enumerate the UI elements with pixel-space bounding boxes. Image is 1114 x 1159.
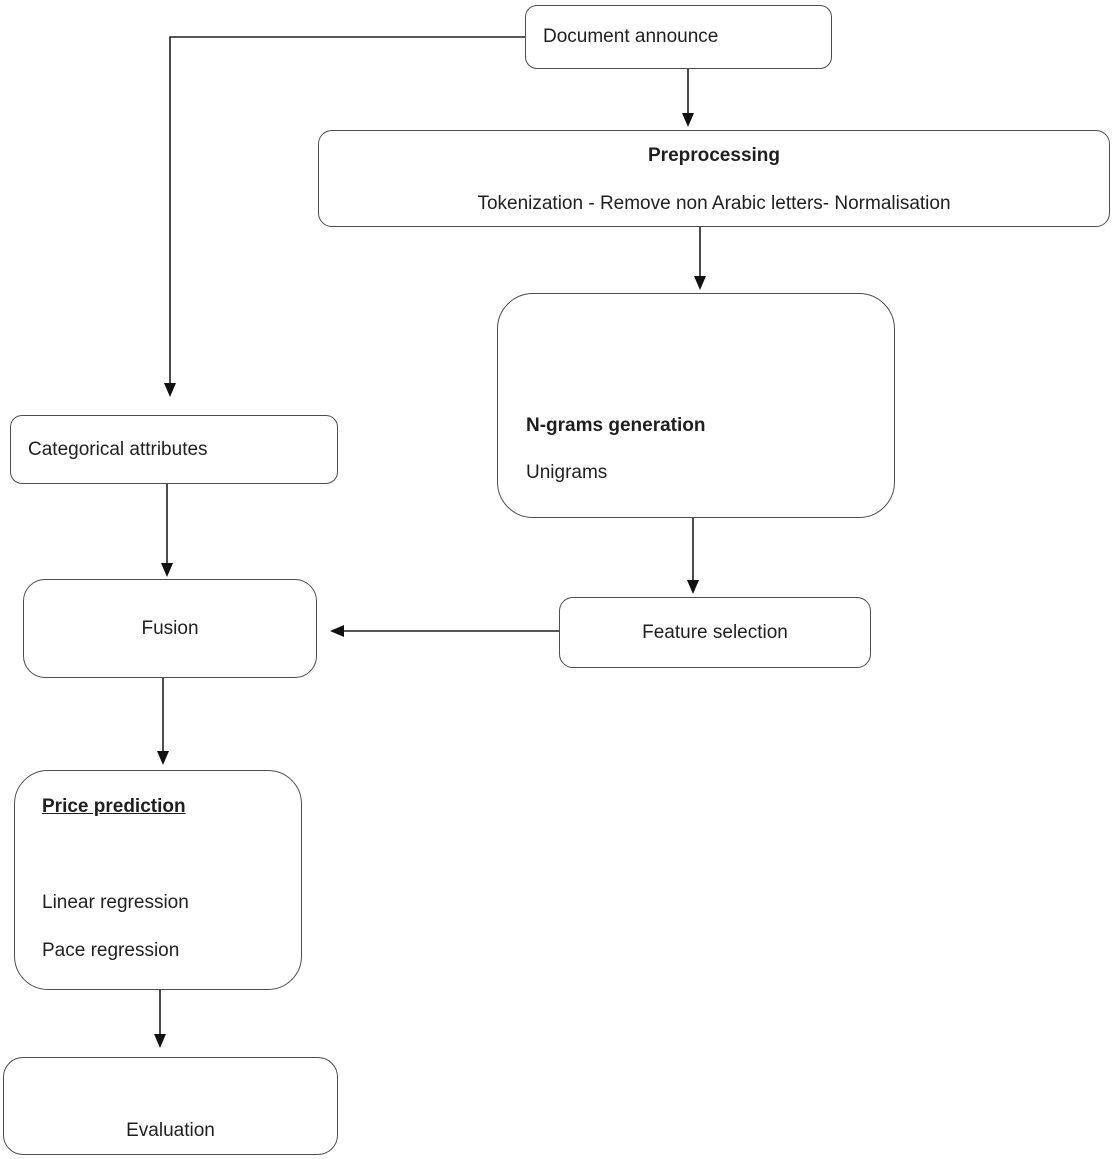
document-announce-label: Document announce — [543, 26, 719, 47]
price-prediction-title: Price prediction — [42, 796, 186, 817]
node-fusion — [23, 579, 317, 678]
categorical-attributes-label: Categorical attributes — [28, 438, 208, 460]
preprocessing-title: Preprocessing — [648, 145, 780, 166]
node-price-prediction — [14, 770, 302, 990]
node-preprocessing — [318, 130, 1110, 227]
ngrams-title: N-grams generation — [526, 415, 706, 436]
node-document-announce — [525, 5, 832, 69]
feature-selection-label: Feature selection — [642, 621, 788, 643]
node-evaluation — [3, 1057, 338, 1155]
node-categorical-attributes — [10, 415, 338, 484]
price-prediction-item: Linear regression — [42, 892, 189, 913]
node-ngrams-generation — [497, 293, 895, 518]
node-feature-selection — [559, 597, 871, 668]
ngrams-subtitle: Unigrams — [526, 462, 608, 483]
evaluation-label: Evaluation — [126, 1120, 215, 1141]
fusion-label: Fusion — [141, 617, 199, 639]
price-prediction-item: Pace regression — [42, 940, 180, 961]
preprocessing-subtitle: Tokenization - Remove non Arabic letters- Normalisation — [477, 193, 951, 214]
